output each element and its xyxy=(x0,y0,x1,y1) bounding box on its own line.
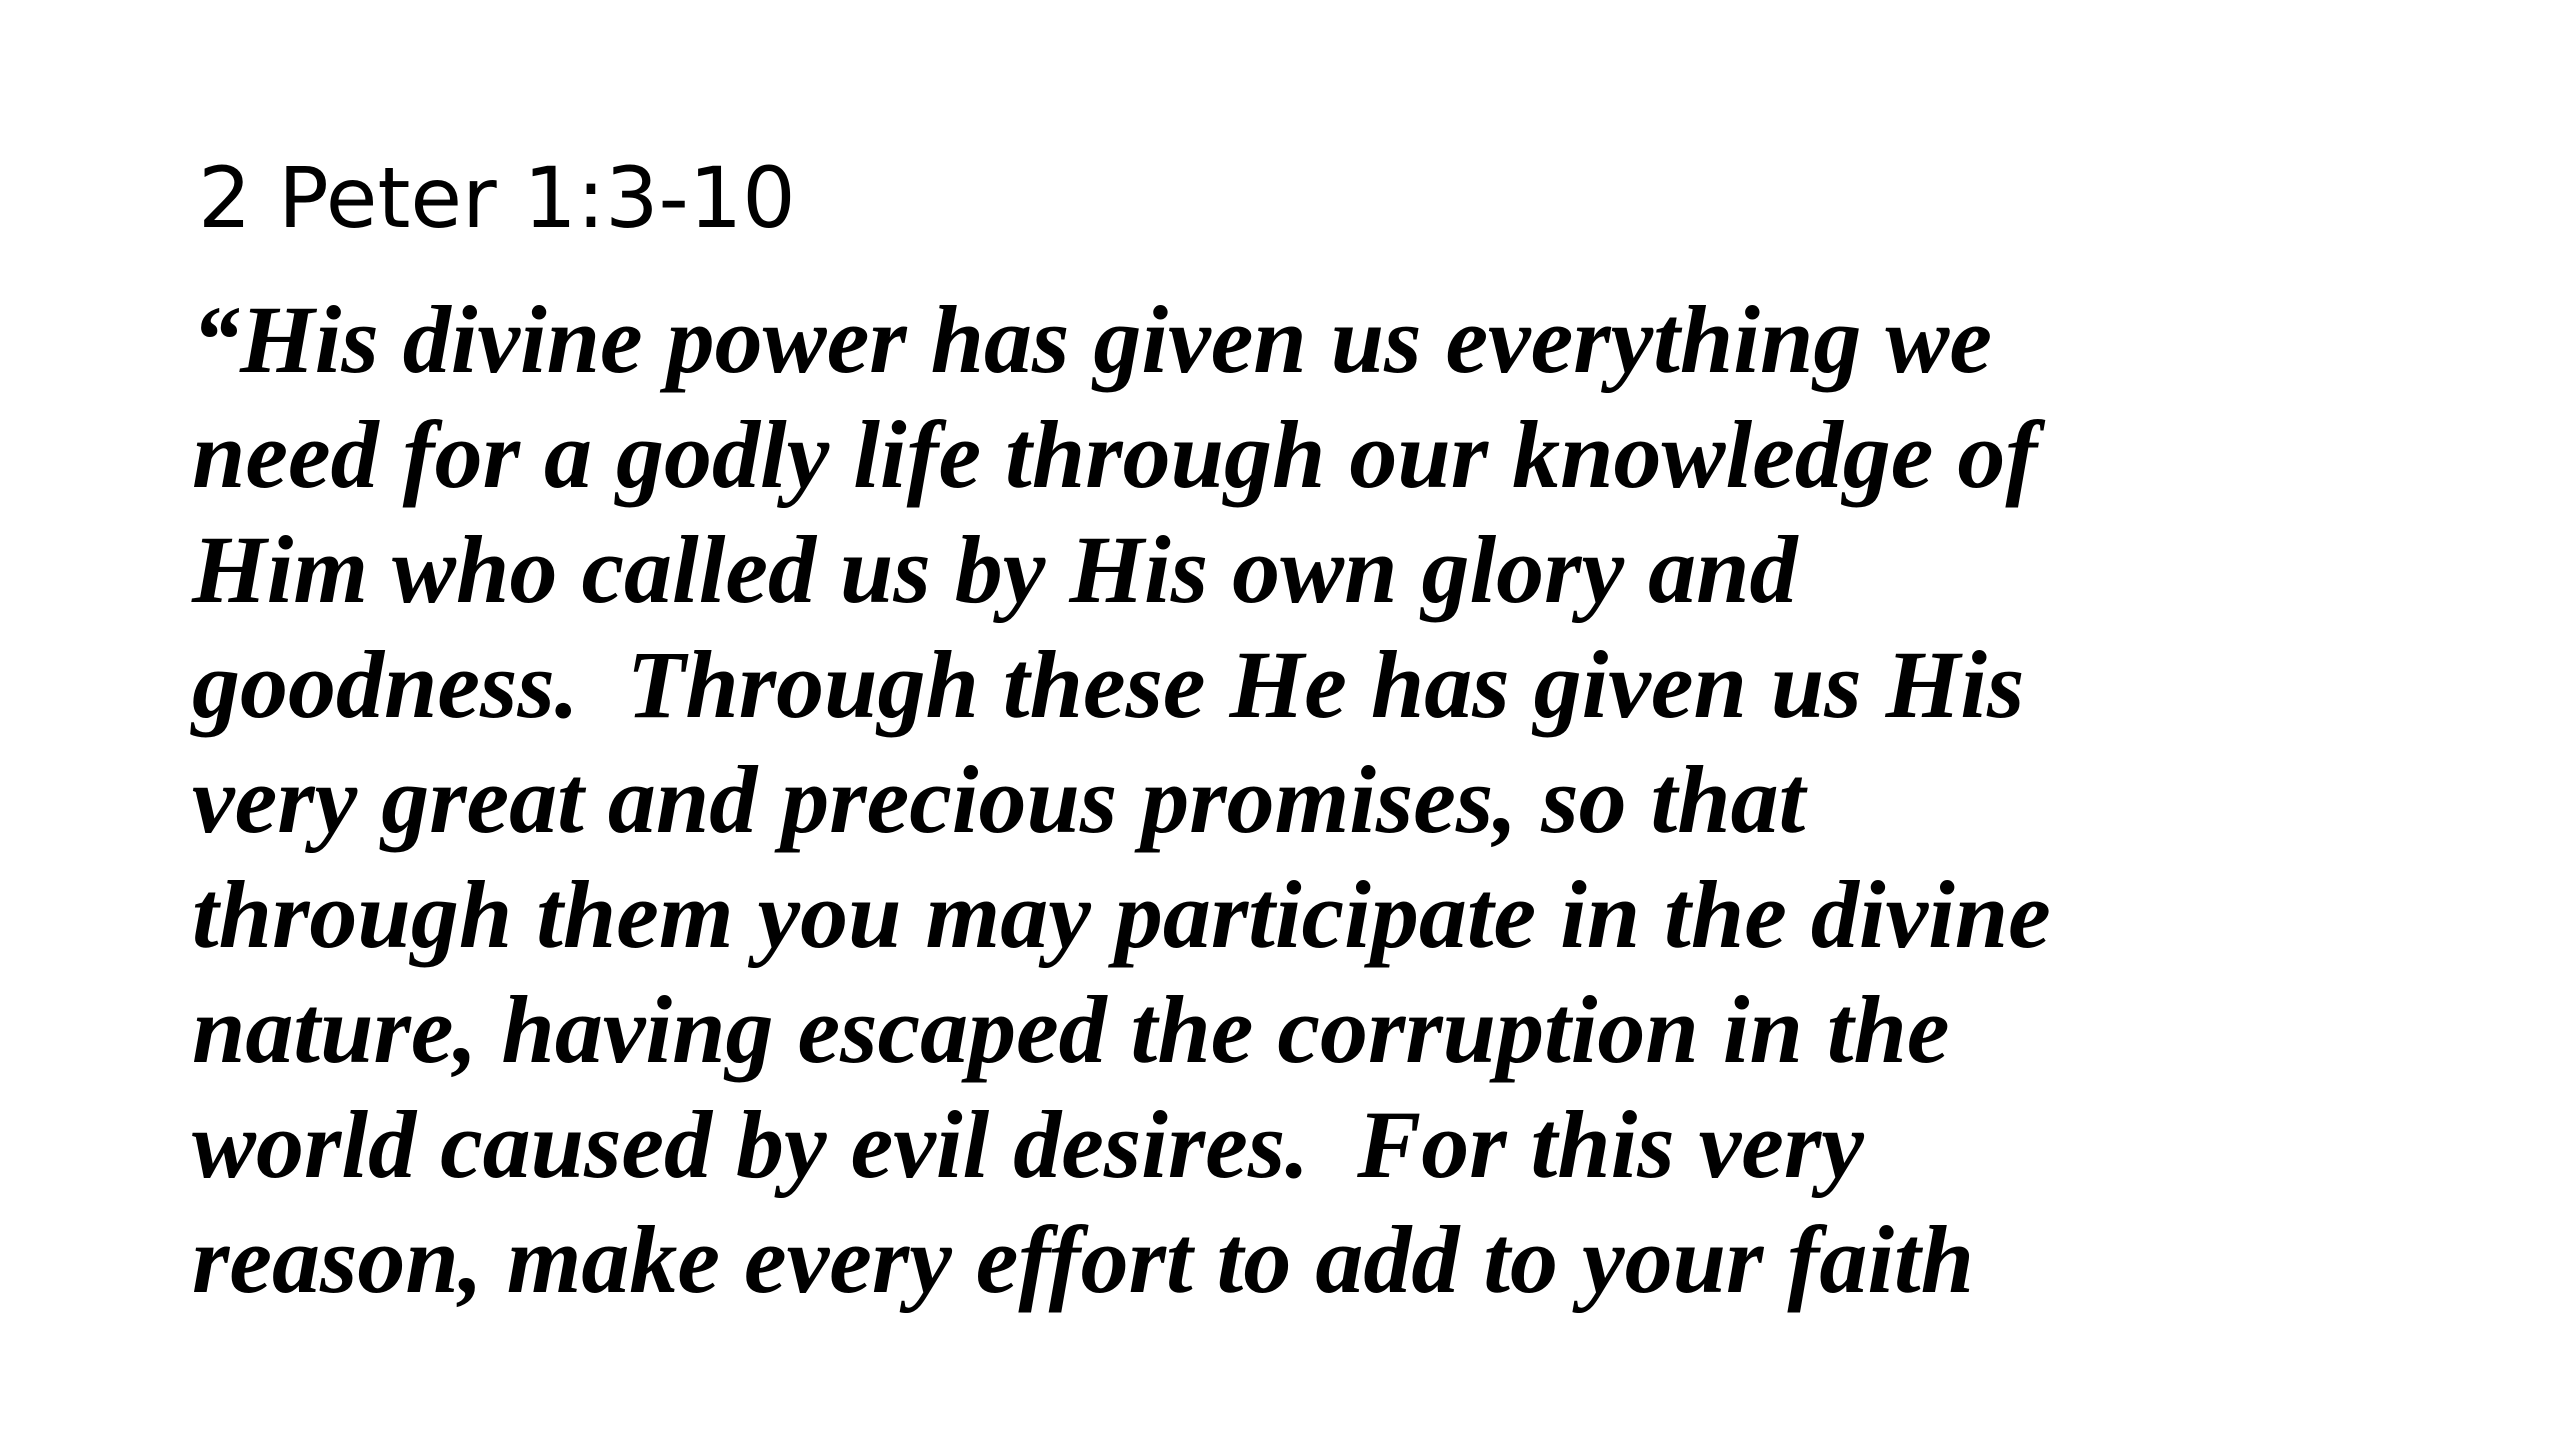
passage-line: reason, make every effort to add to your faith xyxy=(192,1206,1975,1313)
passage-line: “His divine power has given us everything we xyxy=(192,286,1992,393)
scripture-passage xyxy=(192,282,2522,1317)
slide-title: 2 Peter 1:3-10 xyxy=(198,149,796,247)
passage-line: very great and precious promises, so that xyxy=(192,746,1806,853)
passage-line: through them you may participate in the divine xyxy=(192,861,2051,968)
passage-line: need for a godly life through our knowledge of xyxy=(192,401,2038,508)
passage-line: world caused by evil desires. For this very xyxy=(192,1091,1864,1198)
passage-line: nature, having escaped the corruption in the xyxy=(192,976,1950,1083)
passage-line: goodness. Through these He has given us His xyxy=(192,631,2025,738)
passage-line: Him who called us by His own glory and xyxy=(192,516,1798,623)
